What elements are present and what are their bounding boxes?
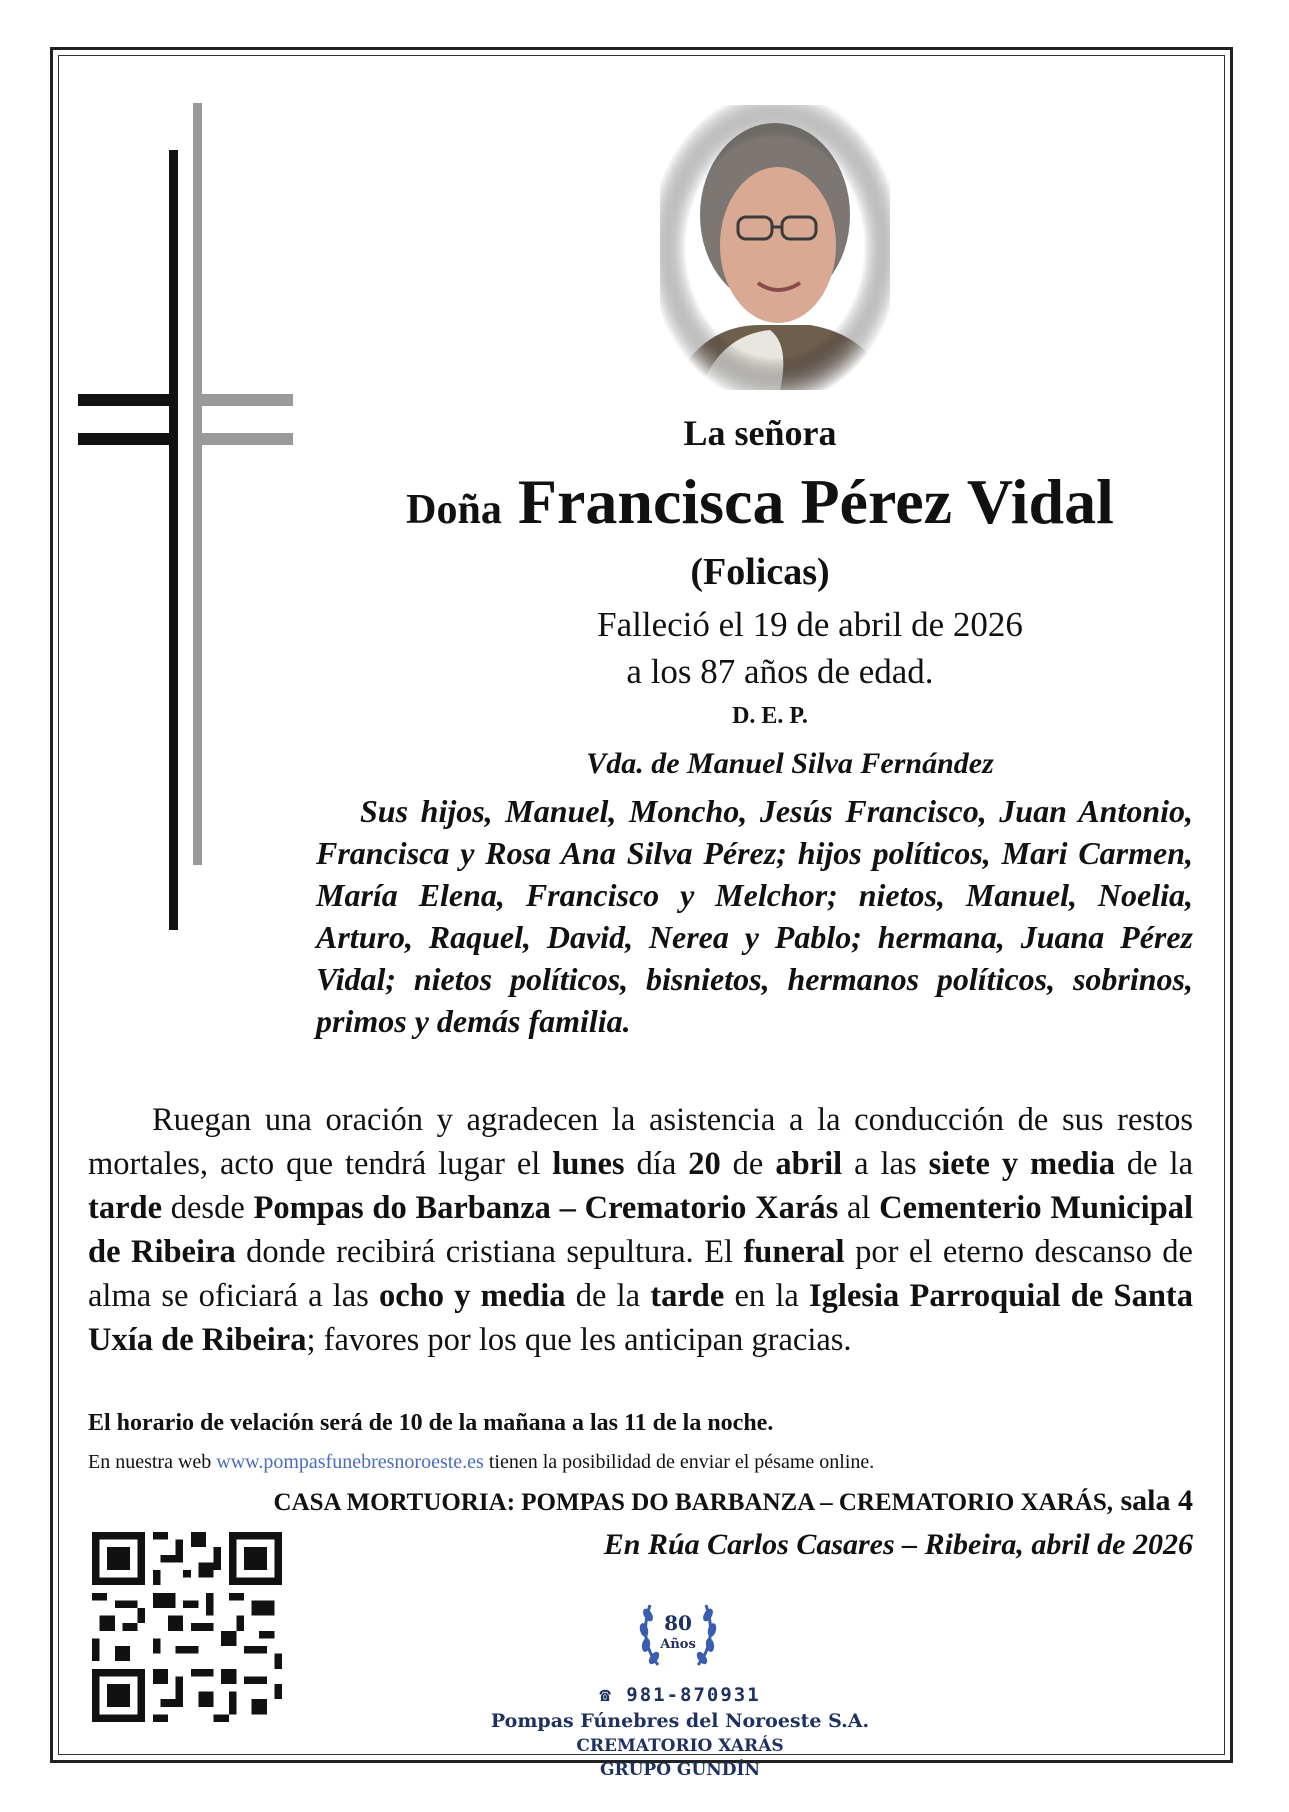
- ceremony-paragraph: Ruegan una oración y agradecen la asistencia a la conducción de sus restos mortales, acto que tendrá lugar el lunes día 20 de abril a las siete y media de la tarde desde Pompas do Barbanza – Crematorio Xarás al Cementerio Municipal de Ribeira donde recibirá cristiana sepultura. El funeral por el eterno descanso de alma se oficiará a las ocho y media de la tarde en la Iglesia Parroquial de Santa Uxía de Ribeira; favores por los que les anticipan gracias.: [88, 1102, 1194, 1358]
- cross-vertical-gray: [193, 103, 202, 865]
- death-date: Falleció el 19 de abril de 2026: [597, 605, 1023, 644]
- deceased-name: [300, 465, 1220, 539]
- group-name: GRUPO GUNDÍN: [599, 1760, 761, 1780]
- title-la-senora: La señora: [683, 413, 837, 453]
- logo-word: Años: [660, 1637, 696, 1652]
- cross-vertical-black: [169, 150, 178, 930]
- age: a los 87 años de edad.: [626, 652, 934, 691]
- dep-label: D. E. P.: [732, 703, 808, 729]
- website-link[interactable]: www.pompasfunebresnoroeste.es: [216, 1451, 484, 1473]
- cross-horizontal-gray-bottom: [193, 433, 293, 445]
- portrait-photo: [660, 105, 890, 390]
- logo-number: 80: [664, 1611, 692, 1635]
- location-date: En Rúa Carlos Casares – Ribeira, abril de 2026: [603, 1528, 1193, 1561]
- web-note: En nuestra web www.pompasfunebresnoroeste.es tienen la posibilidad de enviar el pésame online.: [88, 1451, 875, 1473]
- cross-horizontal-black-top: [78, 394, 178, 406]
- widow-of: Vda. de Manuel Silva Fernández: [586, 747, 994, 780]
- nickname: (Folicas): [690, 551, 830, 593]
- qr-code-icon[interactable]: [92, 1532, 282, 1722]
- company-name: Pompas Fúnebres del Noroeste S.A.: [490, 1710, 870, 1732]
- cross-horizontal-gray-top: [193, 394, 293, 406]
- family-list: Sus hijos, Manuel, Moncho, Jesús Francisco, Juan Antonio, Francisca y Rosa Ana Silva Pérez; hijos políticos, Mari Carmen, María Elena, Francisco y Melchor; nietos, Manuel, Noelia, Arturo, Raquel, David, Nerea y Pablo; hermana, Juana Pérez Vidal; nietos políticos, bisnietos, hermanos políticos, sobrinos, primos y demás familia.: [316, 793, 1193, 1039]
- name-prefix: Doña: [406, 487, 502, 533]
- casa-mortuoria: CASA MORTUORIA: POMPAS DO BARBANZA – CREMATORIO XARÁS, sala 4: [273, 1484, 1193, 1517]
- anniversary-logo: [628, 1580, 728, 1680]
- phone-icon: ☎: [599, 1684, 627, 1706]
- wake-hours: El horario de velación será de 10 de la mañana a las 11 de la noche.: [88, 1410, 774, 1436]
- full-name: Francisca Pérez Vidal: [517, 466, 1114, 537]
- crematorio-name: CREMATORIO XARÁS: [576, 1736, 784, 1756]
- cross-horizontal-black-bottom: [78, 433, 178, 445]
- phone-number: ☎ 981-870931: [599, 1684, 761, 1706]
